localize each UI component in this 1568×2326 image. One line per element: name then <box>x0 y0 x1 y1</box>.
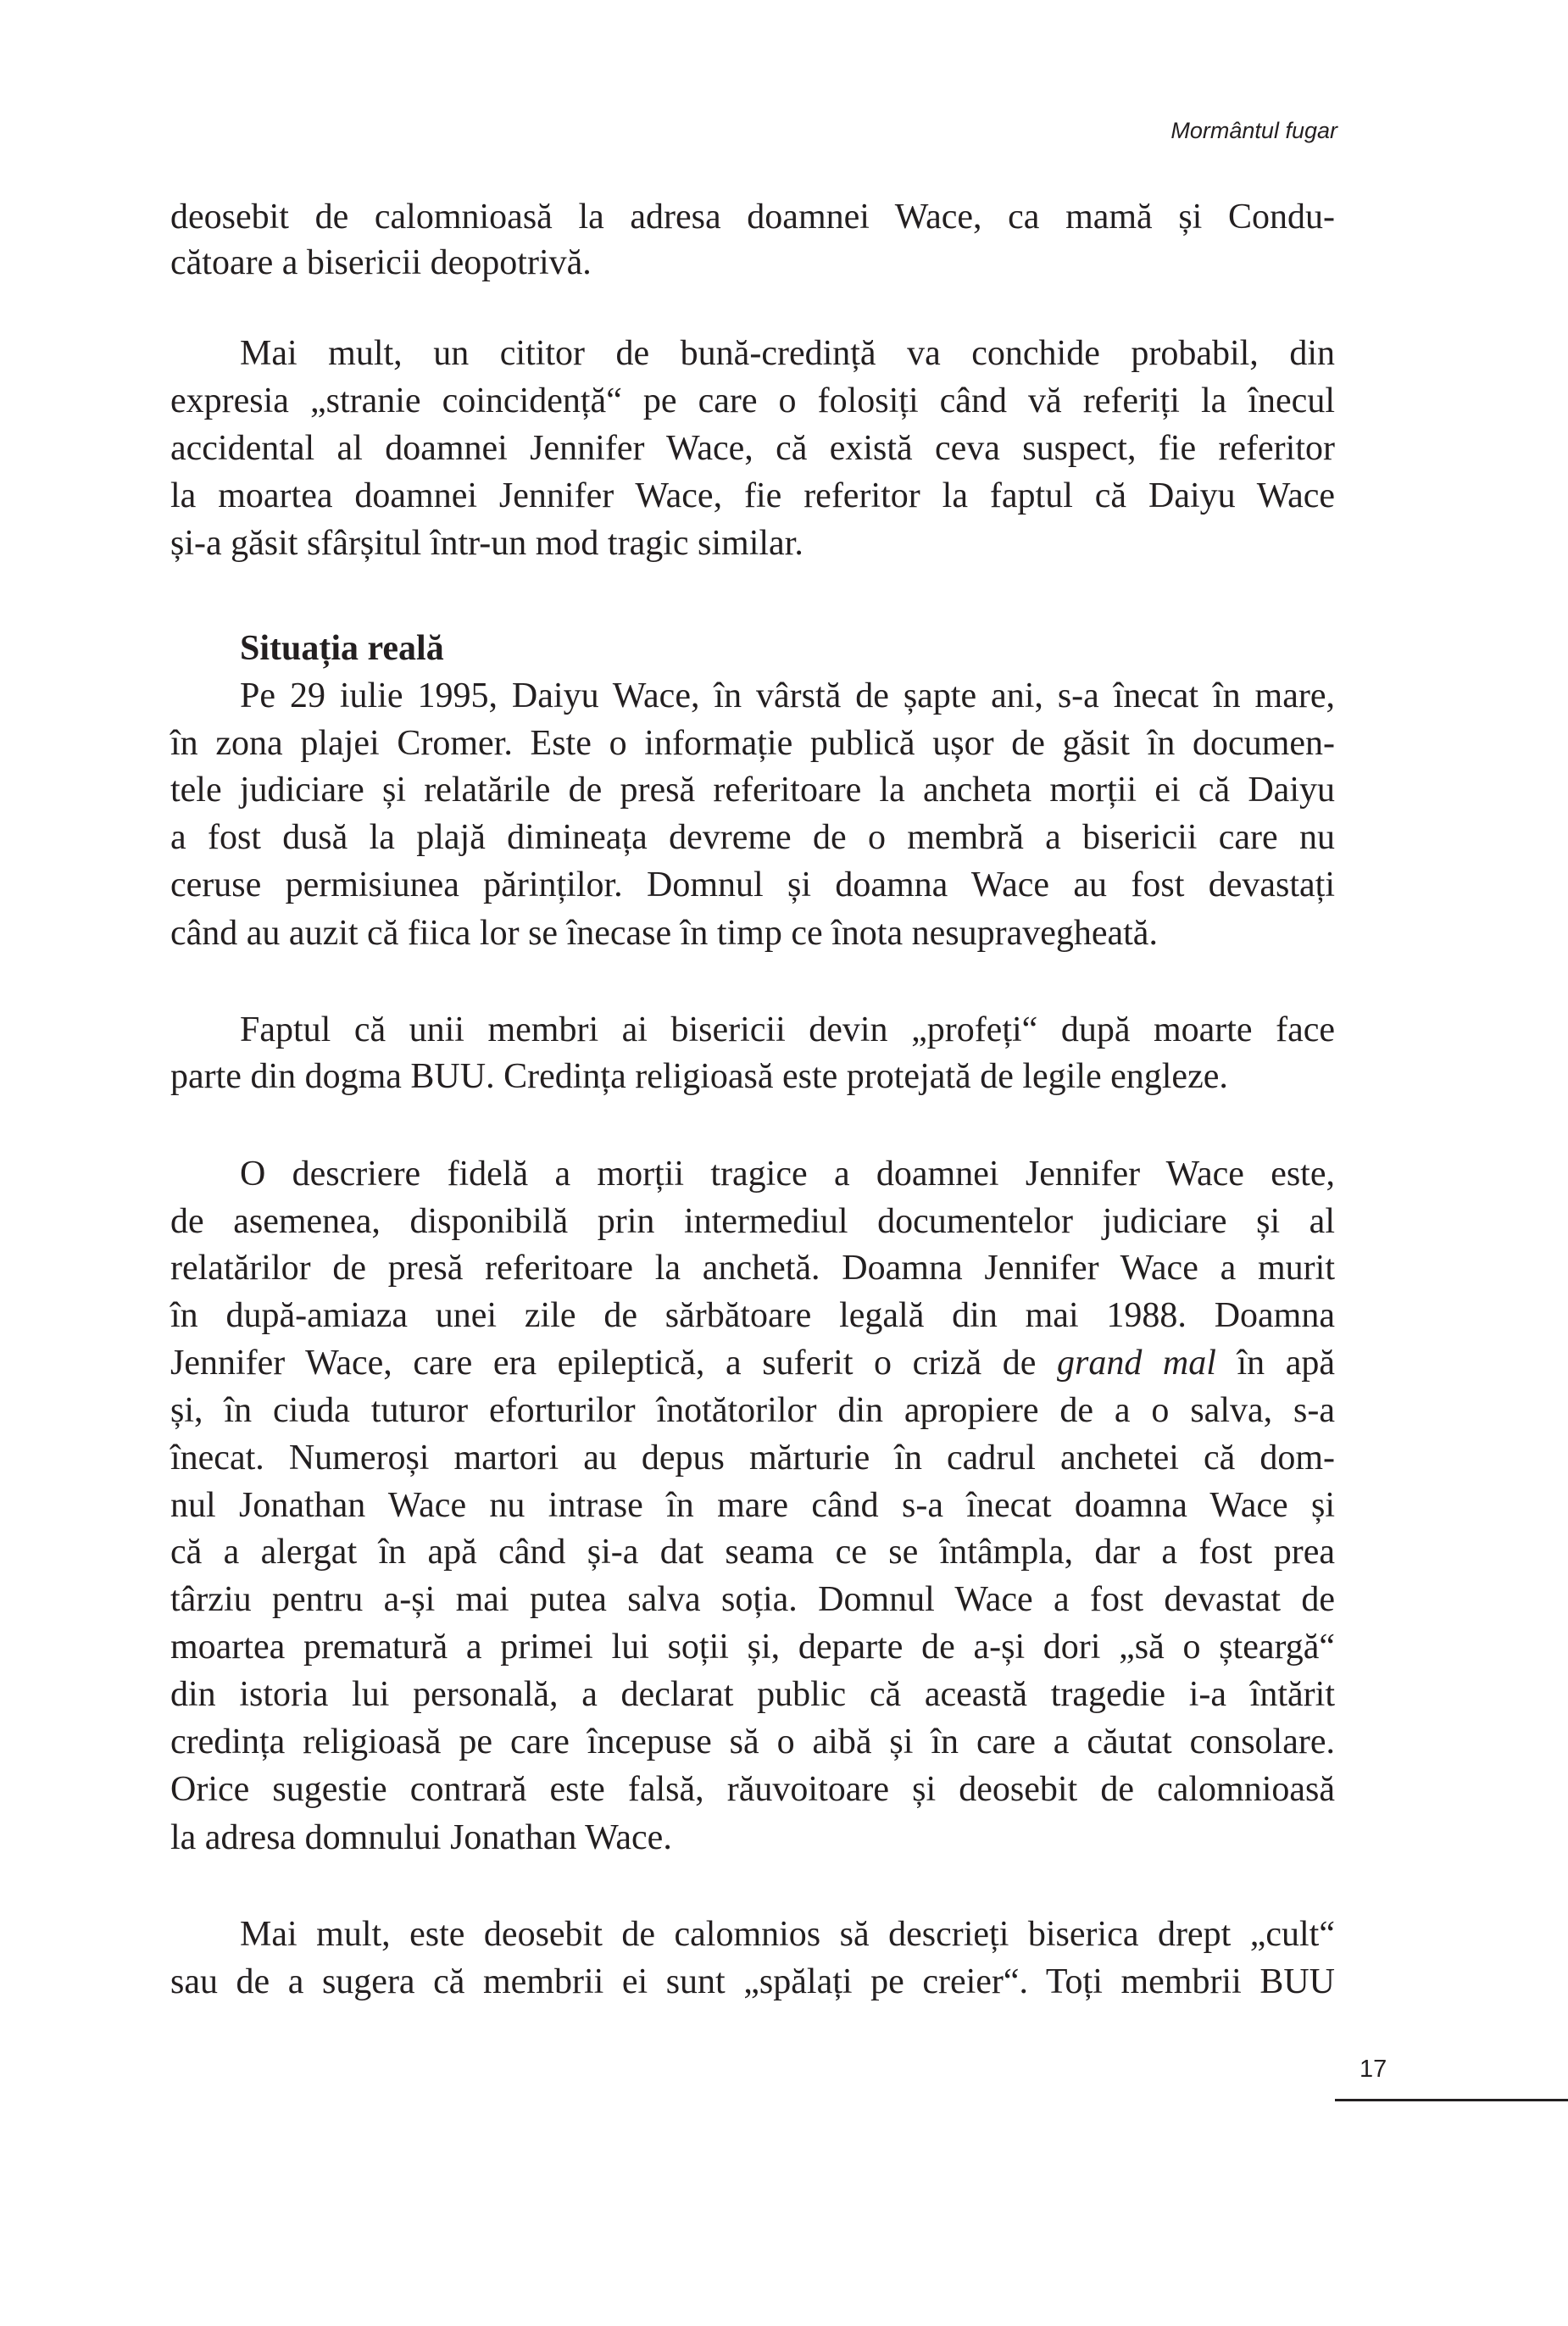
paragraph-5-line-1: O descriere fidelă a morții tragice a doamnei Jennifer Wace este, <box>240 1155 1335 1194</box>
paragraph-3-line-2: în zona plajei Cromer. Este o informație publică ușor de găsit în documen- <box>170 724 1335 763</box>
paragraph-5-line-3: relatărilor de presă referitoare la anchetă. Doamna Jennifer Wace a murit <box>170 1249 1335 1288</box>
paragraph-5-line-9: că a alergat în apă când și-a dat seama ce se întâmpla, dar a fost prea <box>170 1533 1335 1572</box>
paragraph-2-line-1: Mai mult, un cititor de bună-credință va conchide probabil, din <box>240 334 1335 373</box>
paragraph-5-line-4: în după-amiaza unei zile de sărbătoare legală din mai 1988. Doamna <box>170 1296 1335 1335</box>
paragraph-2-line-3: accidental al doamnei Jennifer Wace, că există ceva suspect, fie referitor <box>170 429 1335 468</box>
paragraph-4-line-1: Faptul că unii membri ai bisericii devin „profeți“ după moarte face <box>240 1010 1335 1049</box>
paragraph-3-line-6: când au auzit că fiica lor se înecase în timp ce înota nesupravegheată. <box>170 914 1158 953</box>
italic-term: grand mal <box>1056 1344 1216 1383</box>
paragraph-1-line-1: deosebit de calomnioasă la adresa doamnei Wace, ca mamă și Condu- <box>170 198 1335 236</box>
paragraph-3-line-1: Pe 29 iulie 1995, Daiyu Wace, în vârstă de șapte ani, s-a înecat în mare, <box>240 676 1335 715</box>
paragraph-2-line-4: la moartea doamnei Jennifer Wace, fie referitor la faptul că Daiyu Wace <box>170 476 1335 515</box>
paragraph-6-line-2: sau de a sugera că membrii ei sunt „spălați pe creier“. Toți membrii BUU <box>170 1962 1335 2001</box>
running-head: Mormântul fugar <box>1170 118 1337 143</box>
paragraph-5-line-11: moartea prematură a primei lui soții și, departe de a-și dori „să o șteargă“ <box>170 1628 1335 1667</box>
paragraph-3-line-3: tele judiciare și relatările de presă referitoare la ancheta morții ei că Daiyu <box>170 771 1335 810</box>
paragraph-3-line-5: ceruse permisiunea părinților. Domnul și doamna Wace au fost devastați <box>170 865 1335 904</box>
page-number: 17 <box>1359 2056 1387 2083</box>
paragraph-5-line-8: nul Jonathan Wace nu intrase în mare când s-a înecat doamna Wace și <box>170 1486 1335 1525</box>
paragraph-4-line-2: parte din dogma BUU. Credința religioasă este protejată de legile engleze. <box>170 1057 1228 1096</box>
section-heading: Situația reală <box>240 629 444 668</box>
paragraph-5-line-12: din istoria lui personală, a declarat public că această tragedie i-a întărit <box>170 1675 1335 1714</box>
paragraph-1-line-2: cătoare a bisericii deopotrivă. <box>170 243 592 282</box>
paragraph-5-line-7: înecat. Numeroși martori au depus mărturie în cadrul anchetei că dom- <box>170 1438 1335 1477</box>
paragraph-3-line-4: a fost dusă la plajă dimineața devreme de o membră a bisericii care nu <box>170 818 1335 857</box>
paragraph-6-line-1: Mai mult, este deosebit de calomnios să descrieți biserica drept „cult“ <box>240 1915 1335 1954</box>
paragraph-2-line-5: și-a găsit sfârșitul într-un mod tragic similar. <box>170 524 803 563</box>
paragraph-5-line-5 <box>170 1339 1335 1387</box>
line-text-before: Jennifer Wace, care era epileptică, a suferit o criză de <box>170 1344 1057 1383</box>
paragraph-5-line-6: și, în ciuda tuturor eforturilor înotătorilor din apropiere de a o salva, s-a <box>170 1391 1335 1430</box>
paragraph-2-line-2: expresia „stranie coincidență“ pe care o folosiți când vă referiți la înecul <box>170 381 1335 420</box>
line-text-after: în apă <box>1215 1344 1335 1383</box>
footer-rule <box>1335 2099 1568 2101</box>
paragraph-5-line-2: de asemenea, disponibilă prin intermediul documentelor judiciare și al <box>170 1202 1335 1241</box>
paragraph-5-line-13: credința religioasă pe care începuse să o aibă și în care a căutat consolare. <box>170 1722 1335 1761</box>
paragraph-5-line-10: târziu pentru a-și mai putea salva soția. Domnul Wace a fost devastat de <box>170 1580 1335 1619</box>
paragraph-5-line-14: Orice sugestie contrară este falsă, răuvoitoare și deosebit de calomnioasă <box>170 1770 1335 1809</box>
paragraph-5-line-15: la adresa domnului Jonathan Wace. <box>170 1818 672 1857</box>
